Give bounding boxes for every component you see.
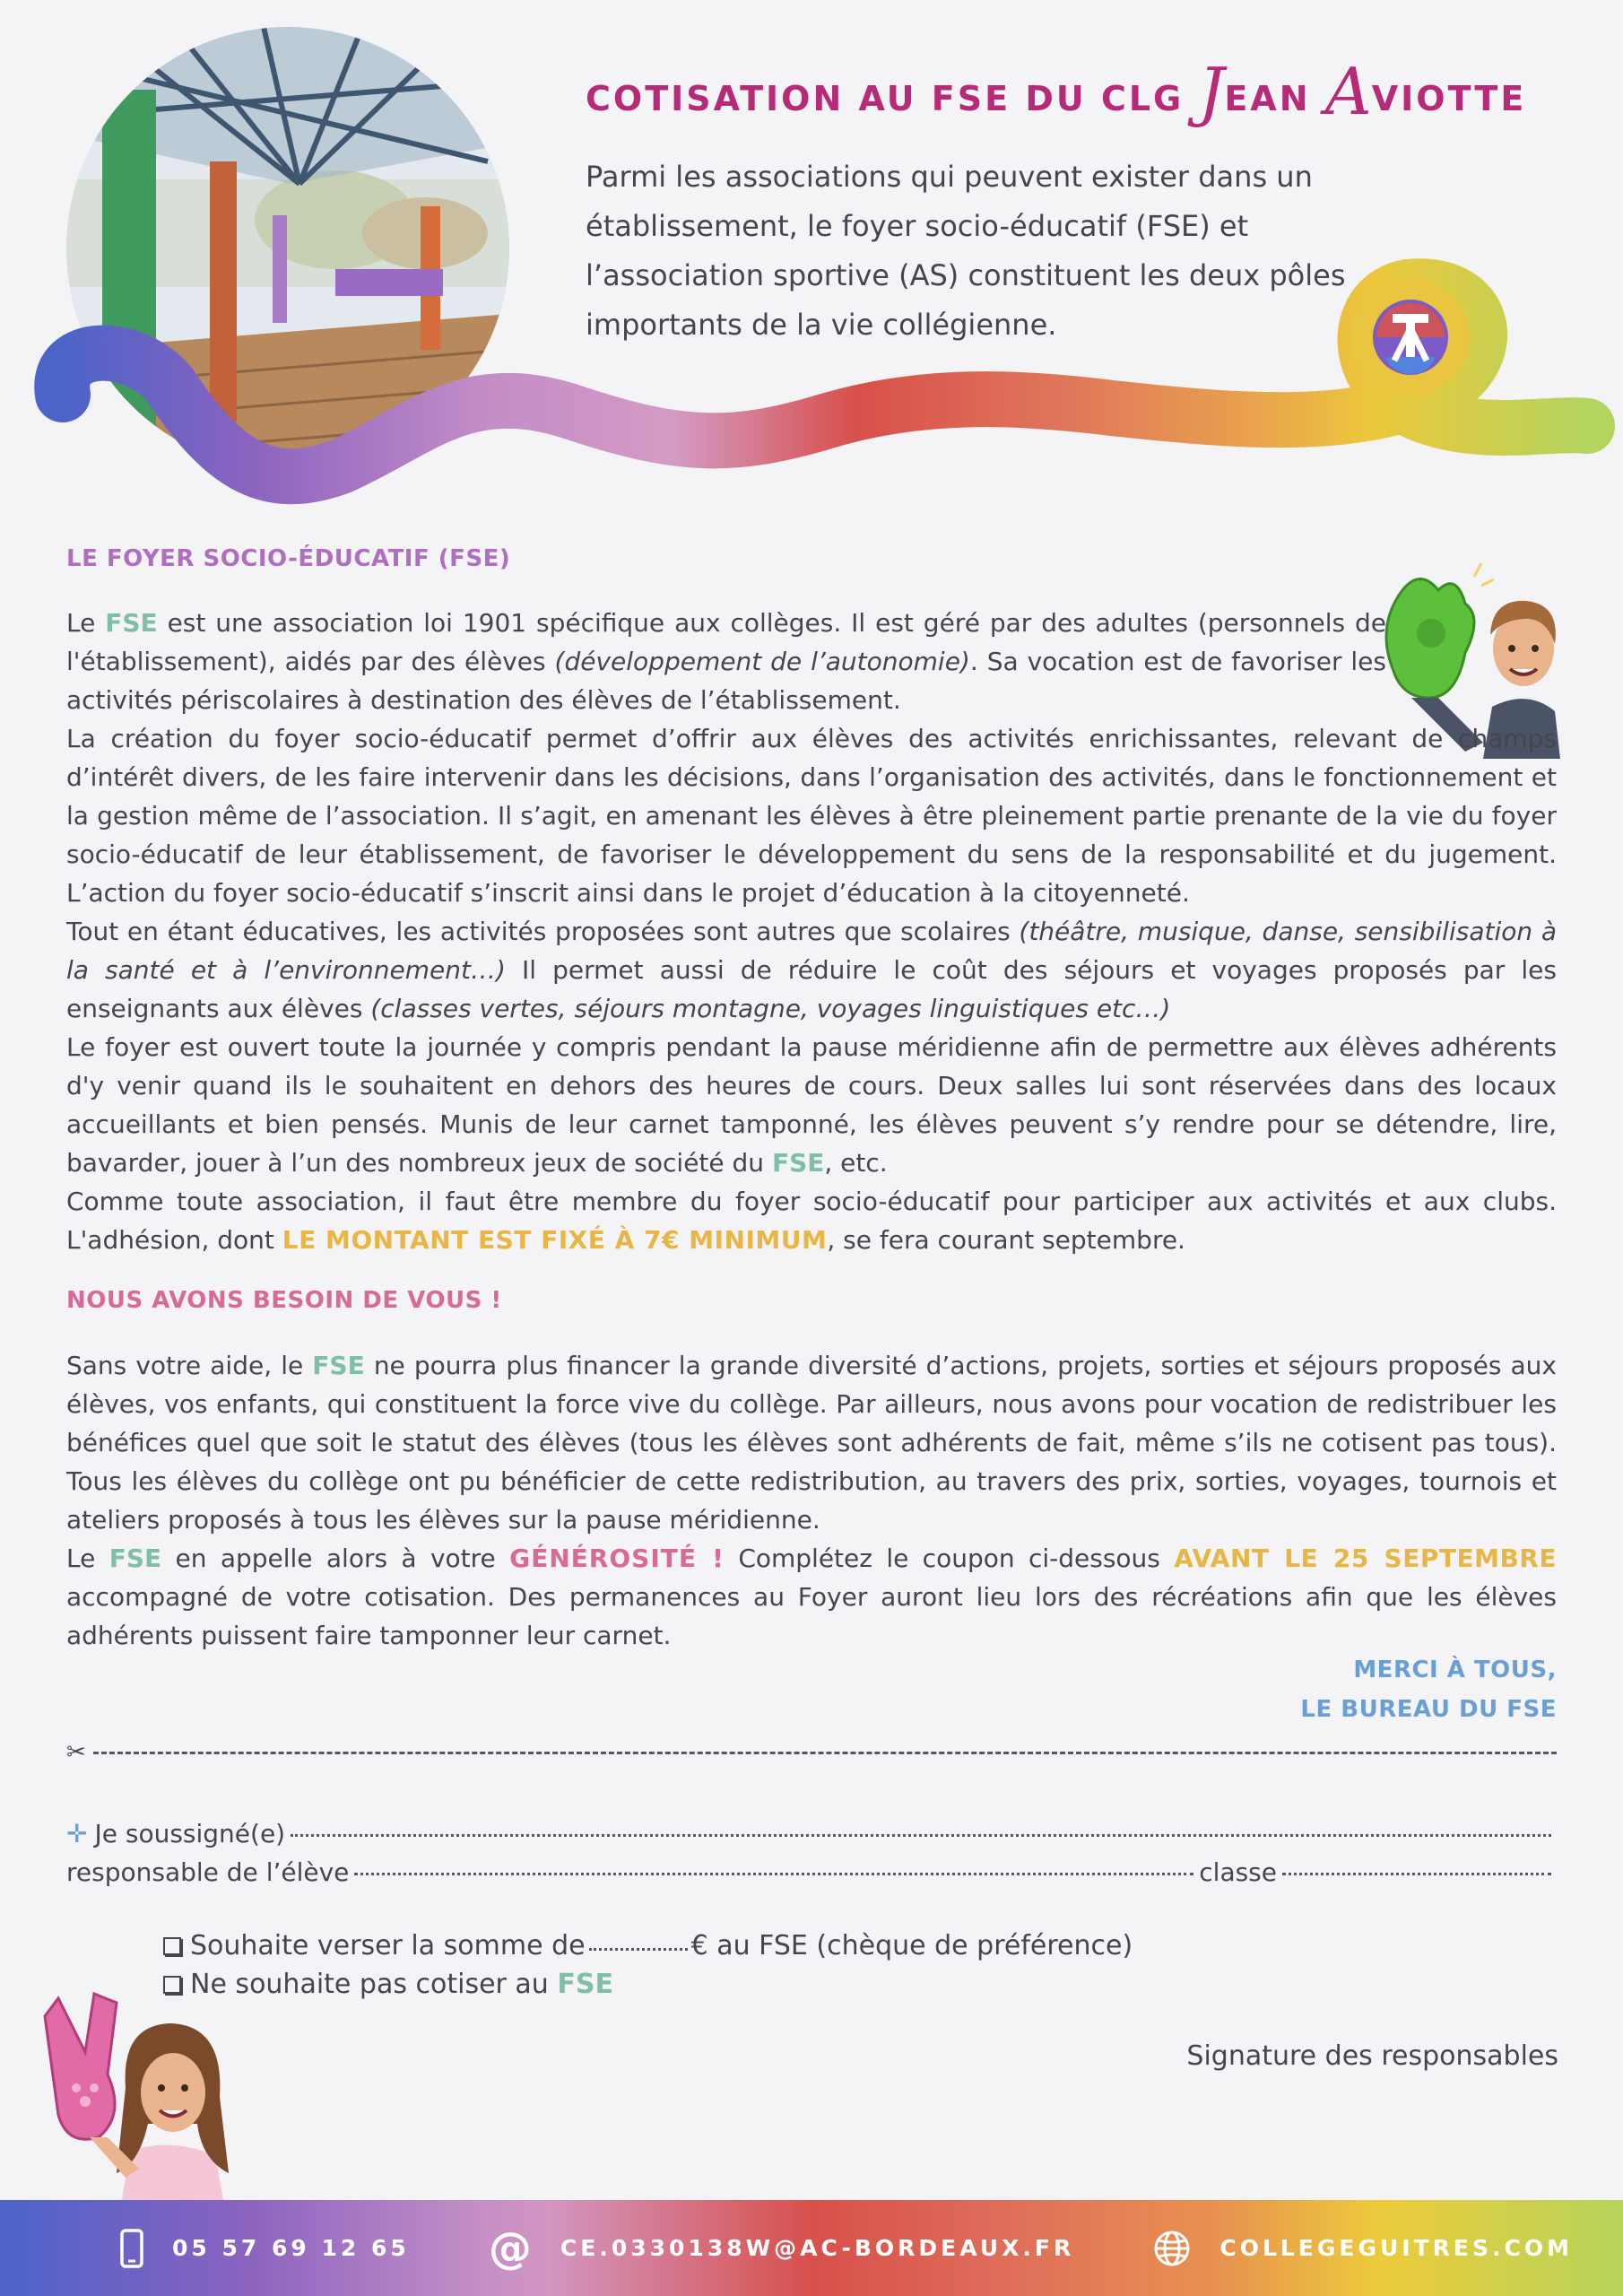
bureau-line: LE BUREAU DU FSE bbox=[1300, 1696, 1557, 1723]
intro-paragraph: Parmi les associations qui peuvent exister dans un établissement, le foyer socio-éducatif (FSE) et l’association sportive (AS) constituent les deux pôles importants de la vie collégienne. bbox=[586, 160, 1346, 342]
form-line-name bbox=[66, 1814, 1557, 1853]
option-pay-label: Souhaite verser la somme de bbox=[190, 1930, 586, 1961]
fse-paragraph: Tout en étant éducatives, les activités proposées sont autres que scolaires (théâtre, musique, danse, sensibilisation à la santé et à l’environnement…) Il permet aussi de réduire le coût des séjours et voyages proposés par les enseignants aux élèves (classes vertes, séjours montagne, voyages linguistiques etc…) bbox=[66, 917, 1558, 1023]
option-no-pay-label: Ne souhaite pas cotiser au bbox=[190, 1969, 558, 2000]
checkbox-pay[interactable] bbox=[163, 1937, 181, 1955]
need-paragraph: Le FSE en appelle alors à votre GÉNÉROSITÉ ! Complétez le coupon ci-dessous AVANT LE 25 SEPTEMBRE accompagné de votre cotisation. Des permanences au Foyer auront lieu lors des récréations afin que les élèves adhérents puissent faire tamponner leur carnet. bbox=[66, 1544, 1557, 1650]
footer-bar bbox=[0, 2200, 1623, 2296]
need-paragraph: Sans votre aide, le FSE ne pourra plus financer la grande diversité d’actions, projets, sorties et séjours proposés aux élèves, vos enfants, qui constituent la force vive du collège. Par ailleurs, nous avons pour vocation de redistribuer les bénéfices quel que soit le statut des élèves (tous les élèves sont adhérents de fait, même s’ils ne cotisent pas tous). Tous les élèves du collège ont pu bénéficier de cette redistribution, au travers des prix, sorties, voyages, tournois et ateliers proposés à tous les élèves sur la pause méridienne. bbox=[66, 1351, 1557, 1535]
footer-phone[interactable] bbox=[120, 2229, 410, 2268]
student-field[interactable] bbox=[354, 1873, 1193, 1875]
dashed-divider bbox=[93, 1752, 1557, 1754]
plus-icon: ✛ bbox=[66, 1819, 88, 1848]
need-description bbox=[66, 1346, 1557, 1655]
avatar-woman-with-foam-hand bbox=[36, 1989, 242, 2205]
college-logo-icon bbox=[1350, 276, 1471, 398]
email-address: CE.0330138W@AC-BORDEAUX.FR bbox=[560, 2235, 1075, 2261]
fse-paragraph: La création du foyer socio-éducatif permet d’offrir aux élèves des activités enrichissantes, relevant de champs d’intérêt divers, de les faire intervenir dans les décisions, dans l’organisation des activités, dans le fonctionnement et la gestion même de l’association. Il s’agit, en amenant les élèves à être pleinement partie prenante de la vie du foyer socio-éducatif de leur établissement, de favoriser le développement du sens de la responsabilité et du jugement. L’action du foyer socio-éducatif s’inscrit ainsi dans le projet d’éducation à la citoyenneté. bbox=[66, 724, 1557, 908]
fse-highlight: FSE bbox=[557, 1969, 613, 2000]
name-label: Je soussigné(e) bbox=[94, 1819, 286, 1848]
classe-field[interactable] bbox=[1282, 1873, 1551, 1875]
section-title-need: NOUS AVONS BESOIN DE VOUS ! bbox=[66, 1287, 502, 1314]
page-title: COTISATION AU FSE DU CLG JEAN AVIOTTE bbox=[586, 54, 1527, 129]
phone-number: 05 57 69 12 65 bbox=[172, 2235, 410, 2261]
signoff-thanks bbox=[1300, 1650, 1557, 1729]
globe-icon bbox=[1153, 2230, 1191, 2267]
title-script-letter: J bbox=[1198, 54, 1225, 129]
fse-paragraph: Comme toute association, il faut être membre du foyer socio-éducatif pour participer aux activités et aux clubs. L'adhésion, dont LE MONTANT EST FIXÉ À 7€ MINIMUM, se fera courant septembre. bbox=[66, 1187, 1557, 1255]
classe-label: classe bbox=[1199, 1857, 1277, 1887]
fse-paragraph: Le foyer est ouvert toute la journée y compris pendant la pause méridienne afin de permettre aux élèves adhérents d'y venir quand ils le souhaitent en dehors des heures de cours. Deux salles lui sont réservées dans des locaux accueillants et bien pensés. Munis de leur carnet tamponné, les élèves peuvent s’y rendre pour se détendre, lire, bavarder, jouer à l’un des nombreux jeux de société du FSE, etc. bbox=[66, 1032, 1557, 1178]
name-field[interactable] bbox=[291, 1834, 1551, 1837]
thanks-line: MERCI À TOUS, bbox=[1353, 1657, 1557, 1683]
form-line-student bbox=[66, 1853, 1557, 1892]
signature-label: Signature des responsables bbox=[1186, 2040, 1558, 2072]
amount-field[interactable] bbox=[589, 1948, 688, 1951]
section-title-fse: LE FOYER SOCIO-ÉDUCATIF (FSE) bbox=[66, 545, 511, 572]
scissors-icon: ✂ bbox=[66, 1739, 86, 1766]
cut-line bbox=[66, 1738, 1557, 1767]
option-pay bbox=[163, 1926, 1133, 1965]
smartphone-icon bbox=[120, 2229, 143, 2268]
at-sign-icon: @ bbox=[488, 2222, 532, 2274]
footer-website[interactable] bbox=[1153, 2230, 1573, 2267]
website-url: COLLEGEGUITRES.COM bbox=[1219, 2235, 1573, 2261]
fse-description bbox=[66, 604, 1557, 1259]
footer-email[interactable] bbox=[489, 2223, 1074, 2274]
option-pay-label-end: € au FSE (chèque de préférence) bbox=[690, 1930, 1133, 1961]
title-script-letter: A bbox=[1324, 54, 1372, 129]
fse-paragraph: Le FSE est une association loi 1901 spécifique aux collèges. Il est géré par des adultes (personnels de l'établissement), aidés par des élèves (développement de l’autonomie). Sa vocation est de favoriser les activités périscolaires à destination des élèves de l’établissement. bbox=[66, 608, 1386, 715]
student-label: responsable de l’élève bbox=[66, 1857, 350, 1887]
